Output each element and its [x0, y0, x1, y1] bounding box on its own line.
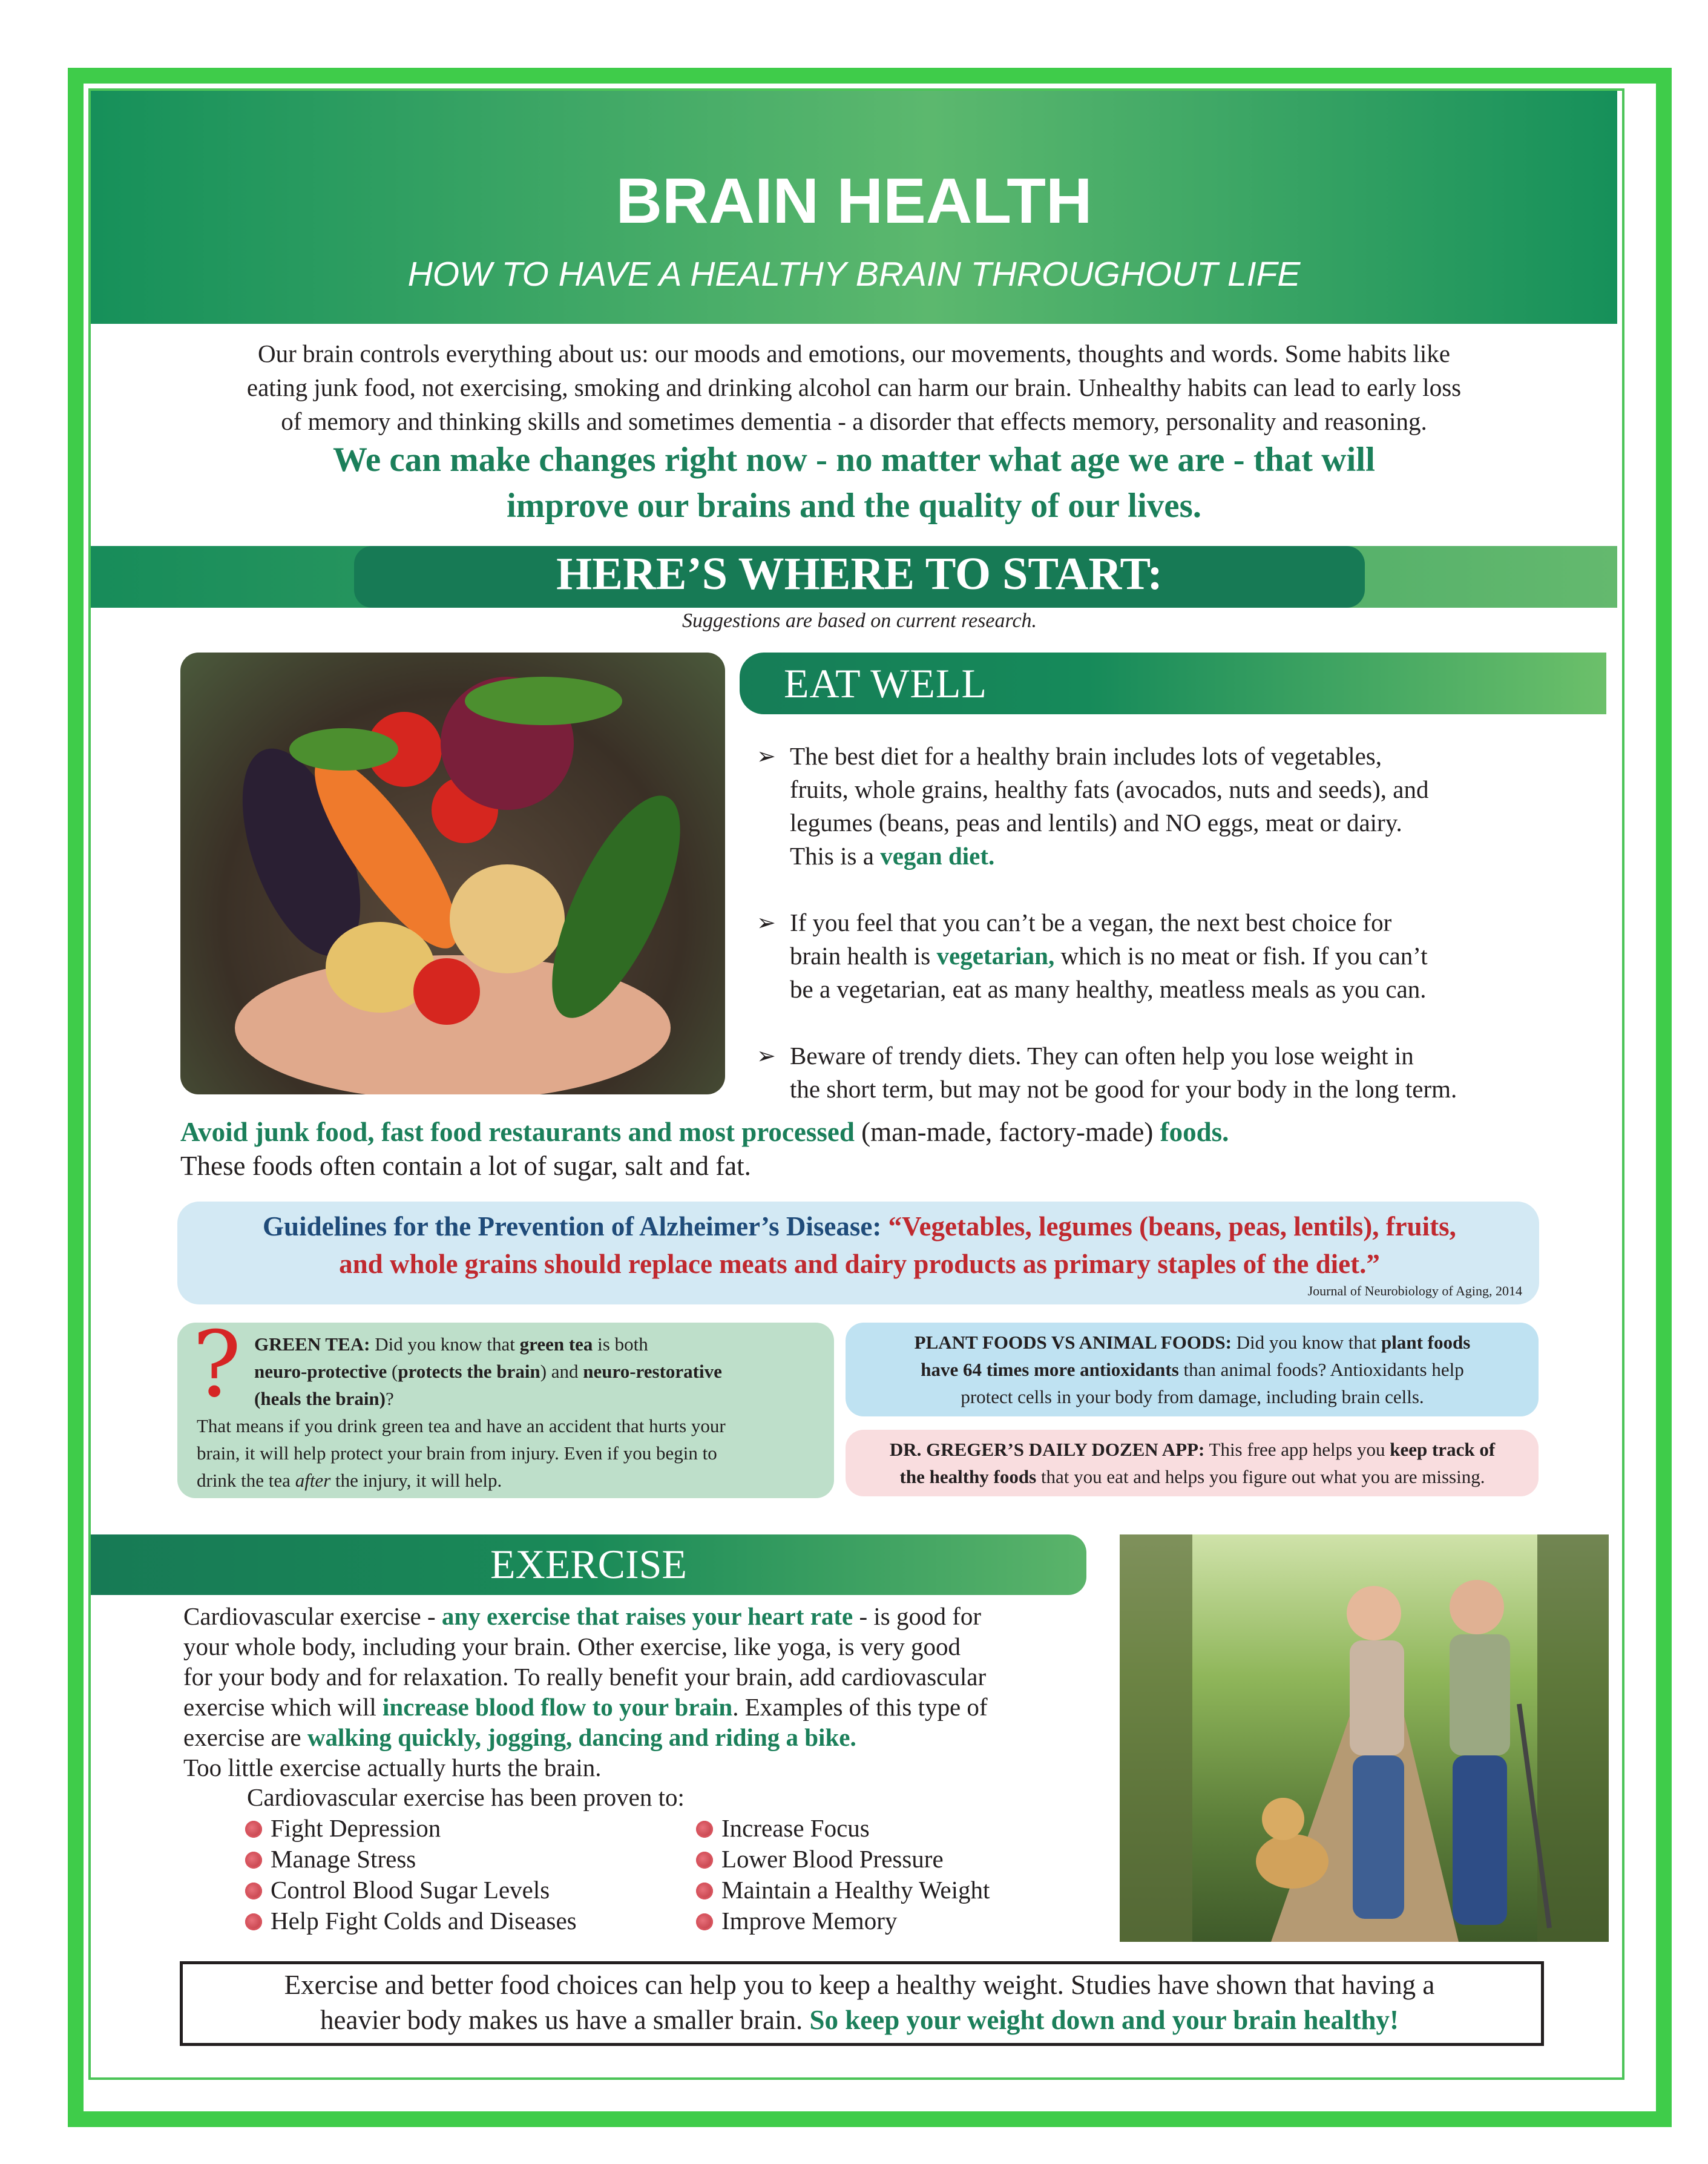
avoid-junk-food: [180, 1115, 1572, 1183]
guideline-line: [200, 1208, 1519, 1245]
guideline-quote-part: and whole grains should replace meats and dairy products as primary staples of the diet.”: [339, 1249, 1380, 1279]
intro-line: of memory and thinking skills and sometimes dementia - a disorder that effects memory, personality and reasoning.: [281, 407, 1427, 435]
exercise-line: for your body and for relaxation. To really benefit your brain, add cardiovascular: [183, 1663, 987, 1691]
text: . Examples of this type of: [732, 1693, 988, 1721]
intro-paragraph: [169, 337, 1539, 438]
plant-line: [859, 1329, 1525, 1356]
benefit-item: [696, 1875, 990, 1906]
vegetarian-highlight: vegetarian,: [936, 942, 1055, 970]
guideline-quote-part: “Vegetables, legumes (beans, peas, lentils), fruits,: [888, 1211, 1456, 1242]
benefit-label: Maintain a Healthy Weight: [721, 1876, 990, 1904]
eat-well-heading: EAT WELL: [784, 660, 987, 706]
vegetables-illustration: [180, 653, 725, 1094]
tea-label: GREEN TEA:: [254, 1334, 370, 1355]
brain-icon: [245, 1883, 262, 1899]
text: protects the brain: [398, 1361, 540, 1382]
intro-callout: [182, 437, 1526, 529]
benefits-intro: Cardiovascular exercise has been proven to:: [247, 1783, 685, 1811]
text: the healthy foods: [899, 1466, 1037, 1487]
greger-line: [853, 1436, 1531, 1463]
text: than animal foods? Antioxidants help: [1178, 1359, 1464, 1380]
exercise-line: [183, 1692, 1091, 1722]
benefits-column-right: [696, 1813, 990, 1936]
text: - is good for: [853, 1602, 982, 1630]
greger-line: [853, 1463, 1531, 1490]
plant-line: [859, 1356, 1525, 1383]
avoid-line: [180, 1115, 1572, 1149]
text: after: [295, 1470, 331, 1491]
brain-icon: [696, 1821, 713, 1838]
bottom-line: Exercise and better food choices can help you to keep a healthy weight. Studies have shown that having a: [284, 1970, 1435, 2000]
text: (heals the brain): [254, 1388, 386, 1409]
benefit-item: [245, 1844, 577, 1875]
text: have 64 times more antioxidants: [921, 1359, 1179, 1380]
brain-icon: [696, 1883, 713, 1899]
page-title: BRAIN HEALTH: [616, 165, 1092, 237]
text: brain health is: [790, 942, 937, 970]
plant-line: protect cells in your body from damage, including brain cells.: [961, 1386, 1424, 1407]
tea-line: That means if you drink green tea and have an accident that hurts your: [197, 1415, 726, 1436]
plant-foods-text: [859, 1329, 1525, 1410]
text: exercise which will: [183, 1693, 383, 1721]
bullet-line: [790, 840, 1562, 873]
green-tea-text: [254, 1330, 829, 1412]
exercise-line: Too little exercise actually hurts the brain.: [183, 1754, 602, 1781]
text: exercise are: [183, 1723, 307, 1751]
exercise-paragraph: [183, 1601, 1091, 1783]
bullet-line: legumes (beans, peas and lentils) and NO eggs, meat or dairy.: [790, 809, 1402, 837]
tea-line: [254, 1385, 829, 1412]
text: ?: [386, 1388, 394, 1409]
daily-dozen-text: [853, 1436, 1531, 1490]
benefit-item: [696, 1844, 990, 1875]
bullet-line: If you feel that you can’t be a vegan, the next best choice for: [790, 909, 1392, 936]
text: Did you know that: [370, 1334, 520, 1355]
text: (: [387, 1361, 398, 1382]
question-mark-icon: ?: [192, 1312, 241, 1418]
text: which is no meat or fish. If you can’t: [1054, 942, 1428, 970]
text: that you eat and helps you figure out what you are missing.: [1036, 1466, 1485, 1487]
text: is both: [593, 1334, 648, 1355]
tea-line: brain, it will help protect your brain from injury. Even if you begin to: [197, 1442, 717, 1464]
brain-icon: [245, 1913, 262, 1930]
page-subtitle: HOW TO HAVE A HEALTHY BRAIN THROUGHOUT LIFE: [407, 255, 1301, 294]
exercise-heading: EXERCISE: [490, 1541, 687, 1587]
intro-line: eating junk food, not exercising, smoking and drinking alcohol can harm our brain. Unhealthy habits can lead to early loss: [246, 373, 1462, 401]
benefit-item: [245, 1813, 577, 1844]
bullet-line: [790, 939, 1562, 973]
eat-well-bullets: [757, 740, 1562, 1139]
green-tea-more: [197, 1412, 826, 1494]
intro-line: Our brain controls everything about us: our moods and emotions, our movements, thoughts and words. Some habits like: [257, 340, 1451, 367]
tea-line: [254, 1358, 829, 1385]
couple-walking-photo: [1120, 1534, 1609, 1942]
text: drink the tea: [197, 1470, 295, 1491]
walkers-illustration: [1120, 1534, 1609, 1942]
text: (man-made, factory-made): [854, 1117, 1160, 1147]
benefit-label: Manage Stress: [271, 1845, 416, 1873]
exercise-line: your whole body, including your brain. Other exercise, like yoga, is very good: [183, 1633, 961, 1660]
benefit-label: Increase Focus: [721, 1814, 870, 1842]
arrow-bullet-icon: ➢: [757, 1042, 776, 1069]
guideline-citation: Journal of Neurobiology of Aging, 2014: [1307, 1283, 1522, 1298]
bottom-line: [200, 2002, 1519, 2037]
benefit-item: [696, 1906, 990, 1936]
exercise-line: [183, 1722, 1091, 1752]
guidelines-quote: [200, 1208, 1519, 1283]
benefit-label: Lower Blood Pressure: [721, 1845, 944, 1873]
text: neuro-protective: [254, 1361, 387, 1382]
bullet-line: be a vegetarian, eat as many healthy, meatless meals as you can.: [790, 975, 1427, 1003]
greger-label: DR. GREGER’S DAILY DOZEN APP:: [889, 1439, 1205, 1460]
bullet-item: [757, 1039, 1562, 1106]
avoid-line: These foods often contain a lot of sugar, salt and fat.: [180, 1151, 751, 1181]
text: green tea: [519, 1334, 593, 1355]
text: neuro-restorative: [583, 1361, 722, 1382]
bullet-line: fruits, whole grains, healthy fats (avocados, nuts and seeds), and: [790, 775, 1429, 803]
avoid-highlight: Avoid junk food, fast food restaurants and most processed: [180, 1117, 855, 1147]
benefit-label: Improve Memory: [721, 1907, 898, 1935]
text: heavier body makes us have a smaller brain.: [320, 2005, 810, 2035]
text: Cardiovascular exercise -: [183, 1602, 442, 1630]
bullet-line: The best diet for a healthy brain includes lots of vegetables,: [790, 742, 1382, 770]
exercise-highlight: increase blood flow to your brain: [383, 1693, 733, 1721]
brain-icon: [245, 1821, 262, 1838]
guideline-source: Guidelines for the Prevention of Alzheimer’s Disease:: [263, 1211, 888, 1242]
exercise-highlight: any exercise that raises your heart rate: [441, 1602, 853, 1630]
benefit-item: [696, 1813, 990, 1844]
callout-line: improve our brains and the quality of our lives.: [506, 487, 1202, 525]
benefits-column-left: [245, 1813, 577, 1936]
benefit-item: [245, 1875, 577, 1906]
text: This is a: [790, 842, 881, 870]
vegan-highlight: vegan diet.: [880, 842, 995, 870]
bullet-line: the short term, but may not be good for your body in the long term.: [790, 1075, 1457, 1103]
text: ) and: [540, 1361, 583, 1382]
text: plant foods: [1381, 1332, 1471, 1353]
bottom-highlight: So keep your weight down and your brain healthy!: [809, 2005, 1399, 2035]
vegetables-photo: [180, 653, 725, 1094]
research-note: Suggestions are based on current research.: [682, 610, 1037, 632]
bullet-item: [757, 906, 1562, 1006]
brain-icon: [696, 1913, 713, 1930]
exercise-line: [183, 1601, 1091, 1631]
bullet-item: [757, 740, 1562, 873]
benefit-label: Fight Depression: [271, 1814, 441, 1842]
benefit-label: Help Fight Colds and Diseases: [271, 1907, 577, 1935]
plant-label: PLANT FOODS VS ANIMAL FOODS:: [914, 1332, 1232, 1353]
brain-icon: [245, 1852, 262, 1869]
tea-line: [197, 1467, 826, 1494]
benefit-item: [245, 1906, 577, 1936]
text: Did you know that: [1231, 1332, 1382, 1353]
exercise-highlight: walking quickly, jogging, dancing and riding a bike.: [307, 1723, 856, 1751]
bottom-callout-text: [200, 1967, 1519, 2037]
callout-line: We can make changes right now - no matter what age we are - that will: [333, 441, 1375, 479]
text: This free app helps you: [1204, 1439, 1390, 1460]
arrow-bullet-icon: ➢: [757, 909, 776, 936]
bullet-line: Beware of trendy diets. They can often help you lose weight in: [790, 1042, 1414, 1070]
tea-line: [254, 1330, 829, 1358]
text: the injury, it will help.: [330, 1470, 502, 1491]
brain-icon: [696, 1852, 713, 1869]
avoid-highlight-end: foods.: [1160, 1117, 1229, 1147]
start-heading: HERE’S WHERE TO START:: [556, 548, 1163, 599]
arrow-bullet-icon: ➢: [757, 743, 776, 769]
benefit-label: Control Blood Sugar Levels: [271, 1876, 550, 1904]
text: keep track of: [1390, 1439, 1496, 1460]
